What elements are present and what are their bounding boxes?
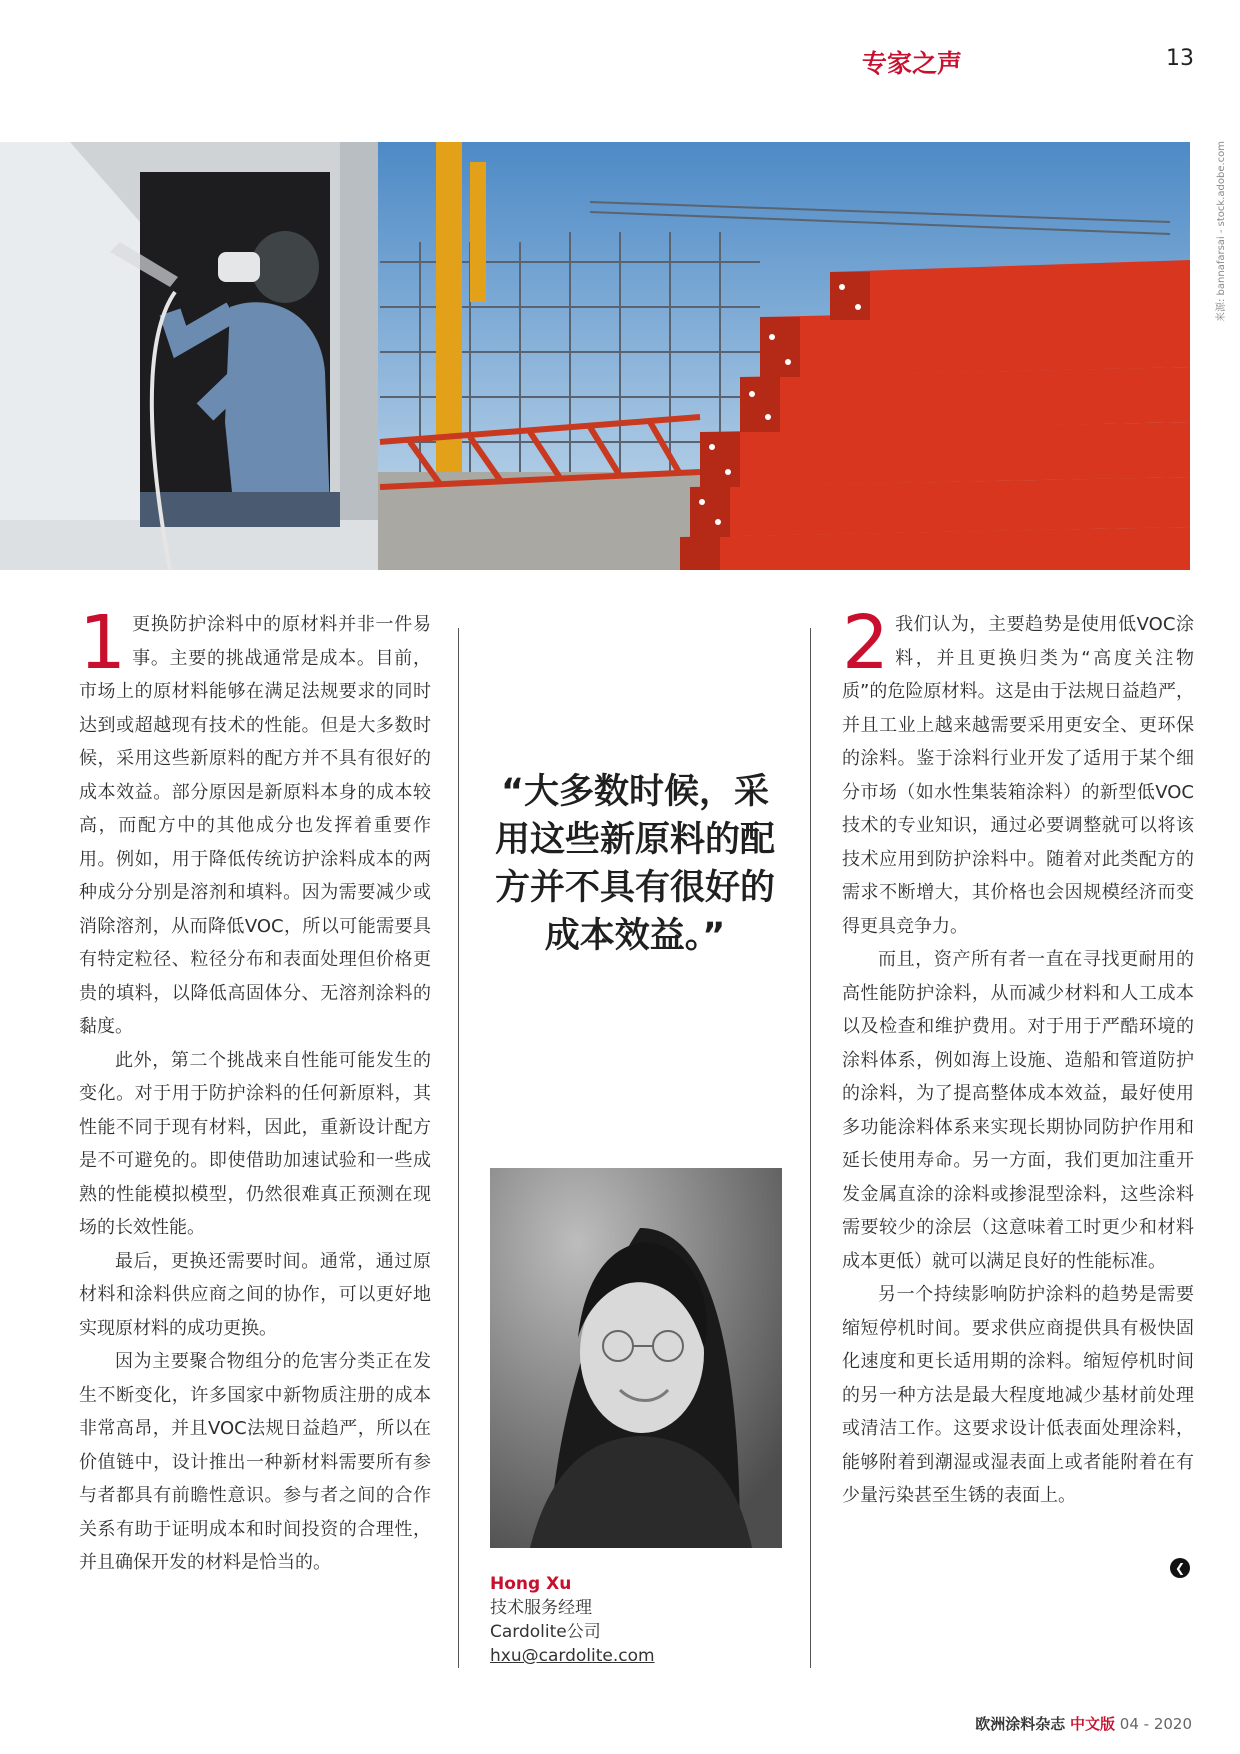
author-bio — [490, 1572, 655, 1668]
paragraph: 最后，更换还需要时间。通常，通过原材料和涂料供应商之间的协作，可以更好地实现原材料的成功更换。 — [79, 1250, 431, 1339]
column-divider — [810, 628, 811, 1668]
hero-image — [0, 142, 1190, 570]
section-title: 专家之声 — [861, 49, 962, 78]
author-email-link[interactable]: hxu@cardolite.com — [490, 1646, 655, 1666]
paragraph: 1 更换防护涂料中的原材料并非一件易事。主要的挑战通常是成本。目前，市场上的原材料能够在满足法规要求的同时达到或超越现有技术的性能。但是大多数时候，采用这些新原料的配方并不具有很好的成本效益。部分原因是新原料本身的成本较高，而配方中的其他成分也发挥着重要作用。例如，用于降低传统访护涂料成本的两种成分分别是溶剂和填料。因为需要减少或消除溶剂，从而降低VOC，所以可能需要具有特定粒径、粒径分布和表面处理但价格更贵的填料，以降低高固体分、无溶剂涂料的黏度。 — [79, 600, 431, 1037]
paragraph: 2 我们认为，主要趋势是使用低VOC涂料，并且更换归类为“高度关注物质”的危险原材料。这是由于法规日益趋严，并且工业上越来越需要采用更安全、更环保的涂料。鉴于涂料行业开发了适用于某个细分市场（如水性集装箱涂料）的新型低VOC技术的专业知识，通过必要调整就可以将该技术应用到防护涂料中。随着对此类配方的需求不断增大，其价格也会因规模经济而变得更具竞争力。 — [842, 600, 1194, 937]
paragraph: 此外，第二个挑战来自性能可能发生的变化。对于用于防护涂料的任何新原料，其性能不同于现有材料，因此，重新设计配方是不可避免的。即使借助加速试验和一些成熟的性能模拟模型，仍然很难真正预测在现场的长效性能。 — [79, 1049, 431, 1238]
author-title: 技术服务经理 — [490, 1598, 592, 1618]
magazine-name: 欧洲涂料杂志 — [975, 1715, 1066, 1733]
article-column-right — [842, 600, 1194, 1513]
column-divider — [458, 628, 459, 1668]
article-column-left — [79, 600, 431, 1580]
chevron-left-icon[interactable]: ❮ — [1170, 1558, 1190, 1578]
edition-label: 中文版 — [1069, 1715, 1115, 1733]
dropcap: 2 — [842, 600, 890, 686]
issue-number: 04 - 2020 — [1119, 1715, 1192, 1733]
author-name: Hong Xu — [490, 1574, 572, 1594]
author-portrait — [490, 1168, 782, 1548]
dropcap: 1 — [79, 600, 127, 686]
paragraph: 另一个持续影响防护涂料的趋势是需要缩短停机时间。要求供应商提供具有极快固化速度和更长适用期的涂料。缩短停机时间的另一种方法是最大程度地减少基材前处理或清洁工作。这要求设计低表面处理涂料，能够附着到潮湿或湿表面上或者能附着在有少量污染甚至生锈的表面上。 — [842, 1284, 1194, 1506]
footer — [975, 1713, 1192, 1734]
paragraph: 而且，资产所有者一直在寻找更耐用的高性能防护涂料，从而减少材料和人工成本以及检查和维护费用。对于用于严酷环境的涂料体系，例如海上设施、造船和管道防护的涂料，为了提高整体成本效益，最好使用多功能涂料体系来实现长期协同防护作用和延长使用寿命。另一方面，我们更加注重开发金属直涂的涂料或掺混型涂料，这些涂料需要较少的涂层（这意味着工时更少和材料成本更低）就可以满足良好的性能标准。 — [842, 949, 1194, 1272]
page-number: 13 — [1166, 46, 1194, 71]
author-company: Cardolite公司 — [490, 1622, 601, 1642]
paragraph: 因为主要聚合物组分的危害分类正在发生不断变化，许多国家中新物质注册的成本非常高昂，并且VOC法规日益趋严，所以在价值链中，设计推出一种新材料需要所有参与者都具有前瞻性意识。参与者之间的合作关系有助于证明成本和时间投资的合理性，并且确保开发的材料是恰当的。 — [79, 1351, 431, 1573]
photo-credit: 来源: bannafarsai - stock.adobe.com — [1216, 140, 1227, 322]
pull-quote: “大多数时候，采用这些新原料的配方并不具有很好的成本效益。” — [494, 772, 775, 956]
